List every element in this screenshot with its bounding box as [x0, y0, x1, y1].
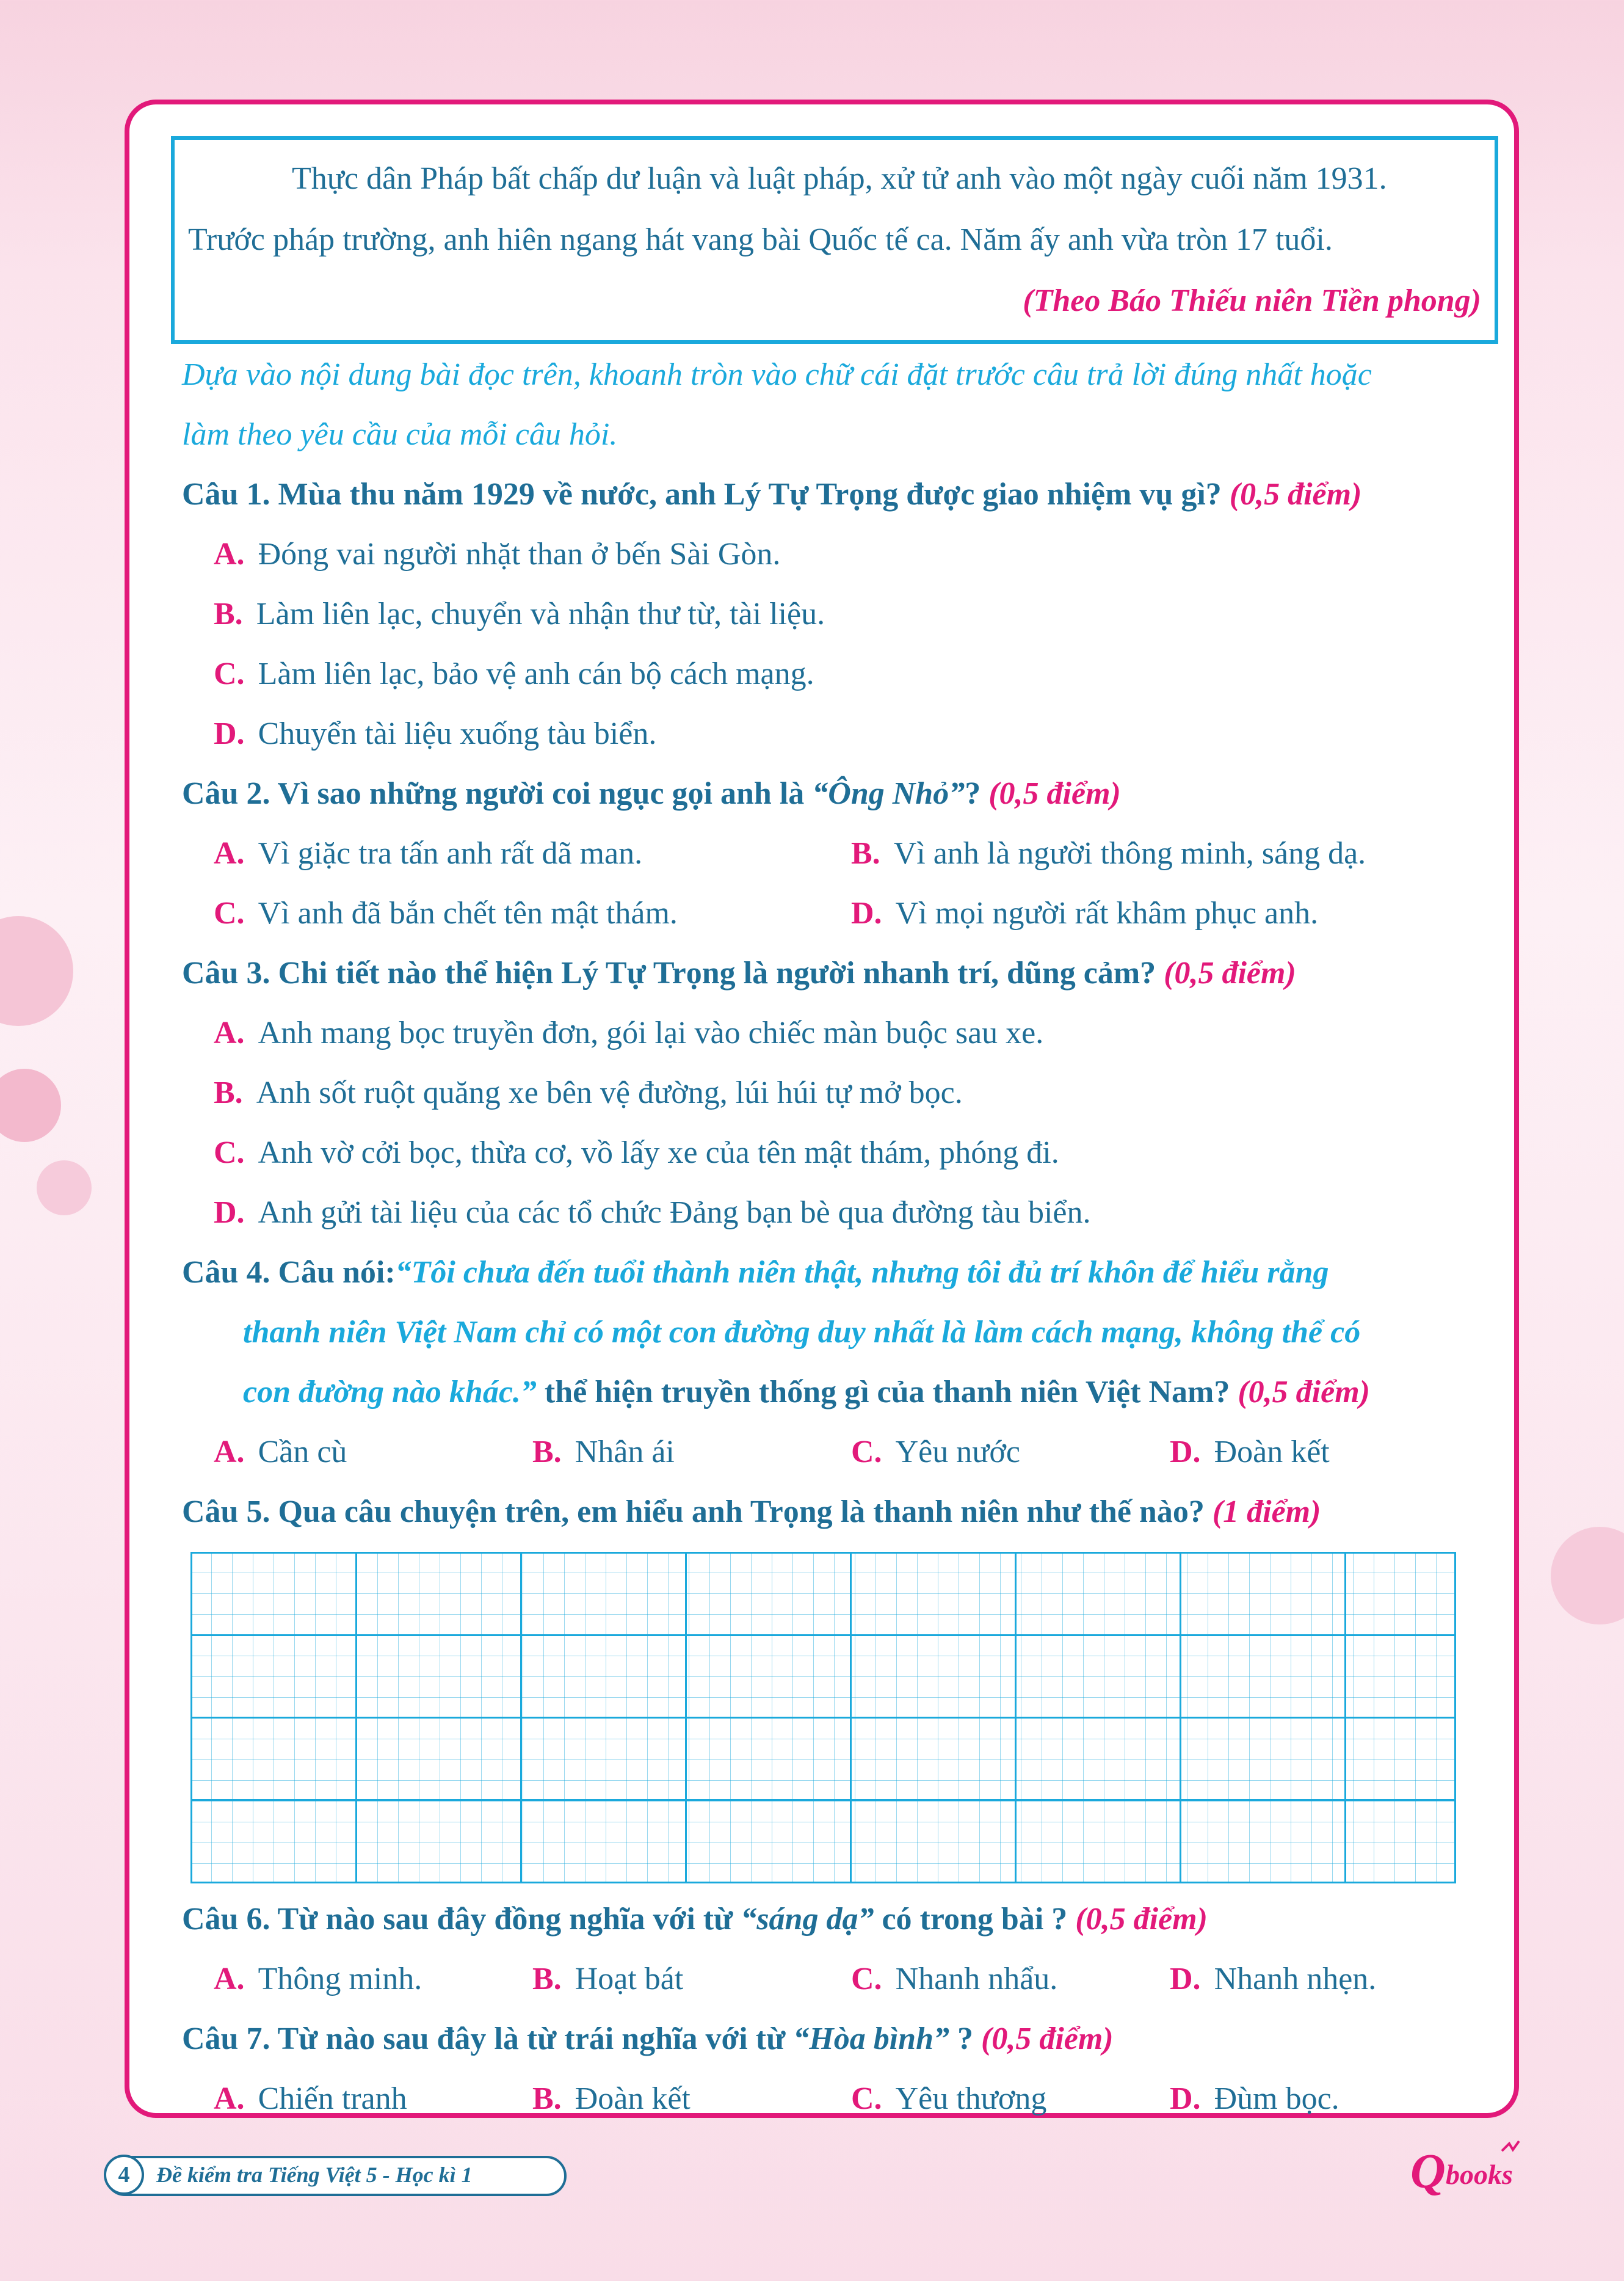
instruction-line: Dựa vào nội dung bài đọc trên, khoanh tròn vào chữ cái đặt trước câu trả lời đúng nhất hoặc [182, 357, 1372, 392]
answer-option[interactable] [214, 1949, 532, 2009]
option-text: Cần cù [258, 1435, 347, 1469]
question-points: (0,5 điểm) [1164, 956, 1296, 991]
answer-option[interactable] [182, 1063, 1488, 1123]
question-points: (0,5 điểm) [988, 776, 1121, 811]
option-text: Thông minh. [258, 1962, 422, 1996]
option-letter: D. [1170, 1962, 1201, 1996]
instruction-line: làm theo yêu cầu của mỗi câu hỏi. [182, 417, 618, 452]
option-text: Anh gửi tài liệu của các tổ chức Đảng bạn bè qua đường tàu biển. [258, 1195, 1091, 1230]
background-blob [0, 1069, 61, 1142]
option-letter: C. [214, 1135, 245, 1170]
option-text: Đoàn kết [575, 2081, 691, 2116]
question-text: Câu 1. Mùa thu năm 1929 về nước, anh Lý Tự Trọng được giao nhiệm vụ gì? [182, 477, 1222, 512]
background-blob [1551, 1527, 1624, 1624]
content-area [182, 136, 1488, 2129]
background-blob [0, 916, 73, 1026]
question-mark: ? [965, 776, 981, 811]
answer-option[interactable] [182, 525, 1488, 584]
answer-option[interactable] [182, 644, 1488, 704]
option-text: Vì giặc tra tấn anh rất dã man. [258, 836, 643, 871]
answer-option[interactable] [851, 824, 1488, 884]
question-points: (1 điểm) [1212, 1494, 1321, 1529]
option-text: Đoàn kết [1214, 1435, 1330, 1469]
answer-option[interactable] [851, 2069, 1170, 2129]
option-text: Hoạt bát [575, 1962, 684, 1996]
writing-grid[interactable] [190, 1552, 1456, 1883]
question-2 [182, 764, 1488, 824]
answer-option[interactable] [214, 2069, 532, 2129]
option-text: Yêu nước [895, 1435, 1020, 1469]
option-letter: C. [851, 1962, 882, 1996]
option-letter: D. [214, 1195, 245, 1230]
option-letter: D. [214, 716, 245, 751]
answer-option[interactable] [182, 704, 1488, 764]
option-letter: D. [851, 896, 882, 931]
option-text: Vì mọi người rất khâm phục anh. [895, 896, 1319, 931]
page-number: 4 [104, 2155, 144, 2195]
passage-line: Trước pháp trường, anh hiên ngang hát vang bài Quốc tế ca. Năm ấy anh vừa tròn 17 tuổi. [188, 222, 1333, 257]
answer-option[interactable] [532, 1949, 851, 2009]
passage-source: (Theo Báo Thiếu niên Tiền phong) [1023, 283, 1481, 318]
qbooks-logo [1410, 2137, 1532, 2205]
question-text: Câu 4. Câu nói: [182, 1255, 396, 1290]
option-letter: C. [851, 1435, 882, 1469]
question-6 [182, 1890, 1488, 1949]
answer-option[interactable] [214, 884, 851, 944]
answer-row [182, 2069, 1488, 2129]
answer-option[interactable] [532, 1422, 851, 1482]
option-letter: D. [1170, 1435, 1201, 1469]
option-text: Yêu thương [895, 2081, 1047, 2116]
option-text: Anh mang bọc truyền đơn, gói lại vào chiếc màn buộc sau xe. [258, 1016, 1044, 1050]
option-letter: A. [214, 2081, 245, 2116]
svg-text:Q: Q [1410, 2145, 1446, 2199]
option-letter: B. [851, 836, 880, 871]
answer-option[interactable] [214, 824, 851, 884]
question-7 [182, 2009, 1488, 2069]
content-frame [125, 100, 1519, 2118]
option-text: Làm liên lạc, bảo vệ anh cán bộ cách mạng. [258, 657, 814, 691]
question-word: “Hòa bình” [793, 2021, 950, 2056]
passage-line: Thực dân Pháp bất chấp dư luận và luật pháp, xử tử anh vào một ngày cuối năm 1931. [292, 161, 1387, 196]
answer-option[interactable] [214, 1422, 532, 1482]
question-quote: “Ông Nhỏ” [812, 776, 965, 811]
question-points: (0,5 điểm) [981, 2021, 1114, 2056]
option-letter: A. [214, 836, 245, 871]
answer-option[interactable] [851, 884, 1488, 944]
option-letter: C. [214, 657, 245, 691]
question-text: Câu 7. Từ nào sau đây là từ trái nghĩa với từ [182, 2021, 786, 2056]
question-4 [182, 1243, 1488, 1303]
answer-option[interactable] [1170, 2069, 1488, 2129]
question-4-continued [182, 1362, 1488, 1422]
question-3 [182, 944, 1488, 1003]
question-quote: con đường nào khác.” [243, 1375, 537, 1410]
answer-row [182, 1422, 1488, 1482]
option-text: Nhân ái [575, 1435, 675, 1469]
question-text: Câu 6. Từ nào sau đây đồng nghĩa với từ [182, 1902, 733, 1937]
question-4-continued [182, 1303, 1488, 1362]
option-text: Đùm bọc. [1214, 2081, 1339, 2116]
option-text: Anh sốt ruột quăng xe bên vệ đường, lúi húi tự mở bọc. [256, 1075, 963, 1110]
footer-title: Đề kiểm tra Tiếng Việt 5 - Học kì 1 [156, 2163, 473, 2187]
answer-option[interactable] [1170, 1949, 1488, 2009]
question-points: (0,5 điểm) [1075, 1902, 1208, 1937]
option-text: Chuyển tài liệu xuống tàu biển. [258, 716, 657, 751]
option-letter: B. [214, 1075, 243, 1110]
question-quote: “Tôi chưa đến tuổi thành niên thật, nhưng tôi đủ trí khôn để hiểu rằng [395, 1255, 1329, 1290]
option-letter: B. [532, 1435, 562, 1469]
background-blob [37, 1160, 92, 1215]
question-text: Câu 2. Vì sao những người coi ngục gọi anh là [182, 776, 805, 811]
option-text: Nhanh nhẹn. [1214, 1962, 1377, 1996]
passage-box [171, 136, 1498, 344]
option-text: Anh vờ cởi bọc, thừa cơ, vồ lấy xe của tên mật thám, phóng đi. [258, 1135, 1059, 1170]
question-word: “sáng dạ” [741, 1902, 874, 1937]
svg-text:books: books [1446, 2159, 1513, 2190]
option-text: Chiến tranh [258, 2081, 407, 2116]
answer-option[interactable] [851, 1422, 1170, 1482]
option-letter: A. [214, 1962, 245, 1996]
option-text: Làm liên lạc, chuyển và nhận thư từ, tài liệu. [256, 597, 825, 631]
option-letter: B. [532, 1962, 562, 1996]
question-points: (0,5 điểm) [1229, 477, 1362, 512]
option-text: Vì anh là người thông minh, sáng dạ. [893, 836, 1366, 871]
option-letter: C. [851, 2081, 882, 2116]
option-letter: A. [214, 1435, 245, 1469]
answer-row [182, 1949, 1488, 2009]
question-text: Câu 3. Chi tiết nào thể hiện Lý Tự Trọng là người nhanh trí, dũng cảm? [182, 956, 1156, 991]
option-letter: C. [214, 896, 245, 931]
option-letter: D. [1170, 2081, 1201, 2116]
option-text: Vì anh đã bắn chết tên mật thám. [258, 896, 678, 931]
option-letter: B. [214, 597, 243, 631]
question-points: (0,5 điểm) [1238, 1375, 1370, 1410]
question-text: thể hiện truyền thống gì của thanh niên Việt Nam? [536, 1375, 1230, 1410]
question-text: có trong bài ? [874, 1902, 1068, 1937]
footer-badge [105, 2156, 567, 2196]
option-letter: A. [214, 537, 245, 572]
option-text: Đóng vai người nhặt than ở bến Sài Gòn. [258, 537, 781, 572]
question-text: ? [949, 2021, 974, 2056]
question-text: Câu 5. Qua câu chuyện trên, em hiểu anh Trọng là thanh niên như thế nào? [182, 1494, 1205, 1529]
answer-option[interactable] [182, 1183, 1488, 1243]
option-text: Nhanh nhẩu. [895, 1962, 1058, 1996]
question-quote: thanh niên Việt Nam chỉ có một con đường duy nhất là làm cách mạng, không thể có [243, 1315, 1361, 1350]
answer-option[interactable] [851, 1949, 1170, 2009]
answer-option[interactable] [1170, 1422, 1488, 1482]
answer-row [182, 824, 1488, 884]
answer-option[interactable] [532, 2069, 851, 2129]
answer-option[interactable] [182, 584, 1488, 644]
question-1 [182, 465, 1488, 525]
answer-row [182, 884, 1488, 944]
answer-option[interactable] [182, 1003, 1488, 1063]
question-5 [182, 1482, 1488, 1542]
option-letter: B. [532, 2081, 562, 2116]
option-letter: A. [214, 1016, 245, 1050]
answer-option[interactable] [182, 1123, 1488, 1183]
